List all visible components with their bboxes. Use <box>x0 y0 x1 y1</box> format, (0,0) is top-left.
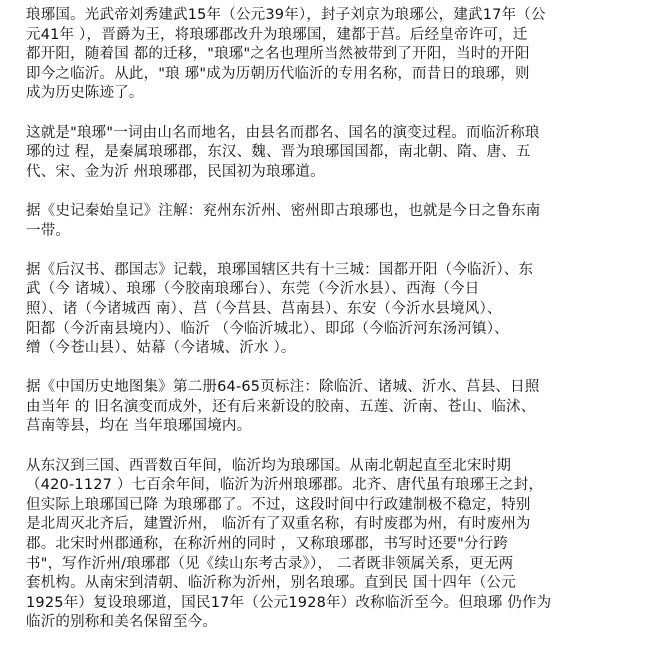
text-line: 但实际上琅琊国已降 为琅琊郡了。不过，这段时间中行政建制极不稳定，特别 <box>26 496 531 513</box>
text-line: 琅琊国。光武帝刘秀建武15年（公元39年），封子刘京为琅琊公，建武17年（公 <box>26 7 546 23</box>
text-line: 成为历史陈迹了。 <box>26 85 144 102</box>
paragraph-houhanshu-cities <box>26 261 626 359</box>
text-line: 郡。北宋时州郡通称，在称沂州的同时 ，又称琅琊郡，书写时还要"分行跨 <box>26 536 509 553</box>
text-line: 临沂的别称和美名保留至今。 <box>26 614 218 631</box>
paragraph-name-evolution <box>26 124 626 183</box>
text-line: 琊的过 程，是秦属琅琊郡，东汉、魏、晋为琅琊国国都，南北朝、隋、唐、五 <box>26 144 531 161</box>
text-line: 缯（今苍山县）、姑幕（今诸城、沂水 ）。 <box>26 340 296 357</box>
text-line: 都开阳，随着国 都的迁移，"琅琊"之名也理所当然被带到了开阳，当时的开阳 <box>26 46 530 63</box>
text-line: 元41年 ），晋爵为王，将琅琊郡改升为琅琊国，建都于莒。后经皇帝许可，迁 <box>26 26 528 43</box>
paragraph-shiji-note <box>26 202 626 241</box>
text-line: 即今之临沂。从此，"琅 琊"成为历朝历代临沂的专用名称，而昔日的琅琊，则 <box>26 65 530 82</box>
paragraph-historical-atlas <box>26 378 626 437</box>
text-line: 1925年）复设琅琊道，国民17年（公元1928年）改称临沂至今。但琅琊 仍作为 <box>26 594 552 611</box>
text-line: 从东汉到三国、西晋数百年间，临沂均为琅琊国。从南北朝起直至北宋时期 <box>26 457 512 474</box>
text-line: 莒南等县，均在 当年琅琊国境内。 <box>26 418 252 435</box>
paragraph-langya-kingdom <box>26 6 626 104</box>
text-line: 是北周灭北齐后，建置沂州， 临沂有了双重名称，有时废郡为州，有时废州为 <box>26 516 531 533</box>
text-line: 代、宋、金为沂 州琅琊郡，民国初为琅琊道。 <box>26 163 325 180</box>
text-line: 套机构。从南宋到清朝、临沂称为沂州，别名琅琊。直到民 国十四年（公元 <box>26 575 516 592</box>
text-line: 据《史记秦始皇记》注解：兖州东沂州、密州即古琅琊也，也就是今日之鲁东南 <box>26 202 541 219</box>
text-line: 照）、诸（今诸城西 南）、莒（今莒县、莒南县）、东安（今沂水县境风）、 <box>26 300 502 317</box>
paragraph-later-history <box>26 457 626 633</box>
text-line: 书"，写作沂州/琅琊郡（见《续山东考古录》）， 二者既非领属关系，更无两 <box>26 555 514 572</box>
text-line: 一带。 <box>26 222 71 239</box>
text-line: 武（今 诸城）、琅琊（今胶南琅琊台）、东莞（今沂水县）、西海（今日 <box>26 281 480 298</box>
text-line: 据《中国历史地图集》第二册64-65页标注：除临沂、诸城、沂水、莒县、日照 <box>26 379 540 396</box>
text-line: 由当年 的 旧名演变而成外，还有后来新设的胶南、五莲、沂南、苍山、临沭、 <box>26 398 536 415</box>
text-line: 这就是"琅琊"一词由山名而地名，由县名而郡名、国名的演变过程。而临沂称琅 <box>26 124 540 141</box>
text-line: （420-1127 ）七百余年间，临沂为沂州琅琊郡。北齐、唐代虽有琅琊王之封， <box>26 477 544 494</box>
text-line: 据《后汉书、郡国志》记载，琅琊国辖区共有十三城：国都开阳（今临沂）、东 <box>26 261 534 278</box>
text-line: 阳都（今沂南县境内）、临沂 （今临沂城北）、即邱（今临沂河东汤河镇）、 <box>26 320 509 337</box>
article-body <box>26 6 626 653</box>
